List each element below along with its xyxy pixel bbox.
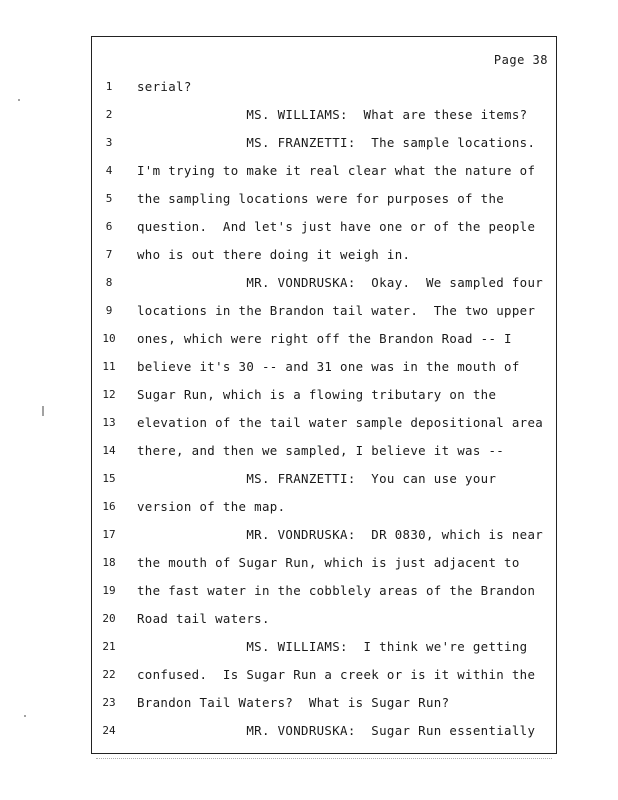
line-number: 21 xyxy=(102,640,116,653)
line-number: 20 xyxy=(102,612,116,625)
page-number: Page 38 xyxy=(493,53,548,67)
line-number: 7 xyxy=(105,248,113,261)
scan-footer-noise xyxy=(96,758,552,763)
transcript-line: there, and then we sampled, I believe it was -- xyxy=(137,443,505,458)
transcript-line: MR. VONDRUSKA: Sugar Run essentially xyxy=(137,723,536,738)
transcript-line: MS. WILLIAMS: What are these items? xyxy=(137,107,528,122)
line-number: 4 xyxy=(105,164,113,177)
line-number: 9 xyxy=(105,304,113,317)
transcript-line: Brandon Tail Waters? What is Sugar Run? xyxy=(137,695,450,710)
transcript-line: MS. FRANZETTI: The sample locations. xyxy=(137,135,536,150)
transcript-page xyxy=(91,36,557,754)
transcript-line: ones, which were right off the Brandon Road -- I xyxy=(137,331,512,346)
margin-speck xyxy=(24,715,26,717)
line-number: 14 xyxy=(102,444,116,457)
transcript-line: Sugar Run, which is a flowing tributary on the xyxy=(137,387,497,402)
line-number: 12 xyxy=(102,388,116,401)
transcript-line: question. And let's just have one or of the people xyxy=(137,219,536,234)
line-number: 22 xyxy=(102,668,116,681)
transcript-line: elevation of the tail water sample depositional area xyxy=(137,415,544,430)
line-number: 17 xyxy=(102,528,116,541)
transcript-line: I'm trying to make it real clear what the nature of xyxy=(137,163,536,178)
transcript-line: Road tail waters. xyxy=(137,611,270,626)
margin-speck xyxy=(18,99,20,101)
line-number: 24 xyxy=(102,724,116,737)
line-number: 5 xyxy=(105,192,113,205)
transcript-line: believe it's 30 -- and 31 one was in the mouth of xyxy=(137,359,520,374)
transcript-line: version of the map. xyxy=(137,499,286,514)
line-number: 8 xyxy=(105,276,113,289)
transcript-line: the sampling locations were for purposes of the xyxy=(137,191,505,206)
line-number: 11 xyxy=(102,360,116,373)
transcript-line: confused. Is Sugar Run a creek or is it within the xyxy=(137,667,536,682)
transcript-line: MR. VONDRUSKA: DR 0830, which is near xyxy=(137,527,544,542)
transcript-line: the fast water in the cobblely areas of the Brandon xyxy=(137,583,536,598)
transcript-line: MR. VONDRUSKA: Okay. We sampled four xyxy=(137,275,544,290)
line-number: 16 xyxy=(102,500,116,513)
transcript-line: locations in the Brandon tail water. The two upper xyxy=(137,303,536,318)
line-number: 1 xyxy=(105,80,113,93)
line-number: 19 xyxy=(102,584,116,597)
transcript-line: MS. WILLIAMS: I think we're getting xyxy=(137,639,528,654)
line-number: 23 xyxy=(102,696,116,709)
margin-speck xyxy=(42,406,44,416)
transcript-line: MS. FRANZETTI: You can use your xyxy=(137,471,497,486)
transcript-line: serial? xyxy=(137,79,192,94)
transcript-line: who is out there doing it weigh in. xyxy=(137,247,411,262)
line-number: 2 xyxy=(105,108,113,121)
line-number: 3 xyxy=(105,136,113,149)
transcript-line: the mouth of Sugar Run, which is just adjacent to xyxy=(137,555,520,570)
line-number: 6 xyxy=(105,220,113,233)
line-number: 10 xyxy=(102,332,116,345)
line-number: 13 xyxy=(102,416,116,429)
line-number: 18 xyxy=(102,556,116,569)
line-number: 15 xyxy=(102,472,116,485)
